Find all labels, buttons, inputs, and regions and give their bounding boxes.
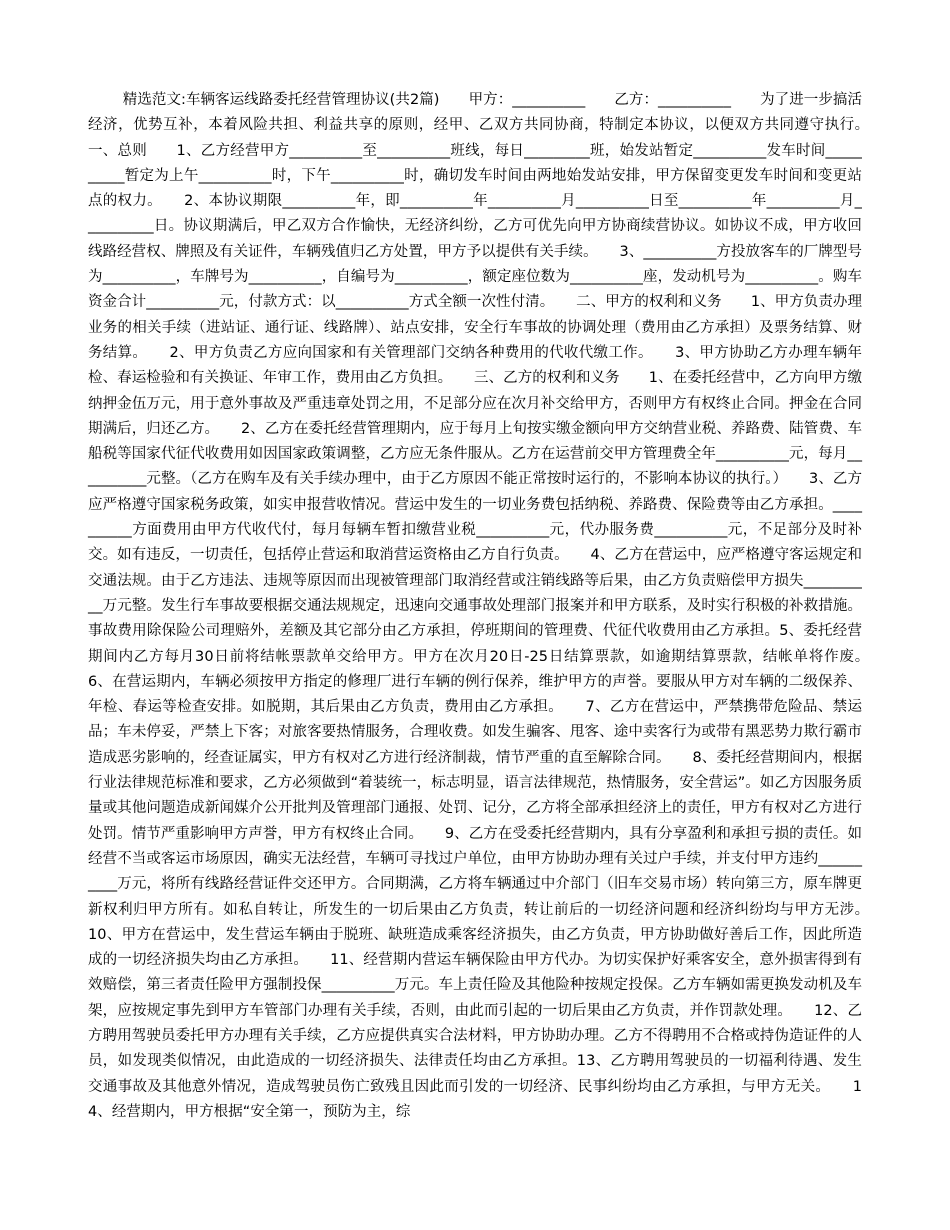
- agreement-body-text: 精选范文:车辆客运线路委托经营管理协议(共2篇) 甲方：__________ 乙方：__________ 为了进一步搞活经济，优势互补，本着风险共担、利益共享的原则，经甲、乙双方共同协商，特制定本协议，以便双方共同遵守执行。 一、总则 1、乙方经营甲方__________至__________班线，每日_________班，始发站暂定__________发车时间__________暂定为上午__________时，下午__________时，确切发车时间由两地始发站安排，甲方保留变更发车时间和变更站点的权力。 2、本协议期限__________年，即__________年__________月__________日至__________年__________月__________日。协议期满后，甲乙双方合作愉快，无经济纠纷，乙方可优先向甲方协商续营协议。如协议不成，甲方收回线路经营权、牌照及有关证件，车辆残值归乙方处置，甲方予以提供有关手续。 3、__________方投放客车的厂牌型号为__________，车牌号为__________，自编号为__________，额定座位数为__________座，发动机号为__________。购车资金合计__________元，付款方式：以__________方式全额一次性付清。 二、甲方的权利和义务 1、甲方负责办理业务的相关手续（进站证、通行证、线路牌）、站点安排，安全行车事故的协调处理（费用由乙方承担）及票务结算、财务结算。 2、甲方负责乙方应向国家和有关管理部门交纳各种费用的代收代缴工作。 3、甲方协助乙方办理车辆年检、春运检验和有关换证、年审工作，费用由乙方负担。 三、乙方的权利和义务 1、在委托经营中，乙方向甲方缴纳押金伍万元，用于意外事故及严重违章处罚之用，不足部分应在次月补交给甲方，否则甲方有权终止合同。押金在合同期满后，归还乙方。 2、乙方在委托经营管理期内，应于每月上旬按实缴金额向甲方交纳营业税、养路费、陆管费、车船税等国家代征代收费用如因国家政策调整，乙方应无条件服从。乙方在运营前交甲方管理费全年__________元，每月__________元整。（乙方在购车及有关手续办理中，由于乙方原因不能正常按时运行的，不影响本协议的执行。） 3、乙方应严格遵守国家税务政策，如实申报营收情况。营运中发生的一切业务费包括纳税、养路费、保险费等由乙方承担。__________方面费用由甲方代收代付，每月每辆车暂扣缴营业税__________元，代办服务费__________元，不足部分及时补交。如有违反，一切责任，包括停止营运和取消营运资格由乙方自行负责。 4、乙方在营运中，应严格遵守客运规定和交通法规。由于乙方违法、违规等原因而出现被管理部门取消经营或注销线路等后果，由乙方负责赔偿甲方损失__________万元整。发生行车事故要根据交通法规规定，迅速向交通事故处理部门报案并和甲方联系，及时实行积极的补救措施。事故费用除保险公司理赔外，差额及其它部分由乙方承担，停班期间的管理费、代征代收费用由乙方承担。5、委托经营期间内乙方每月30日前将结帐票款单交给甲方。甲方在次月20日-25日结算票款，如逾期结算票款，结帐单将作废。 6、在营运期内，车辆必须按甲方指定的修理厂进行车辆的例行保养，维护甲方的声誉。要服从甲方对车辆的二级保养、年检、春运等检查安排。如脱期，其后果由乙方负责，费用由乙方承担。 7、乙方在营运中，严禁携带危险品、禁运品；车未停妥，严禁上下客；对旅客要热情服务，合理收费。如发生骗客、甩客、途中卖客行为或带有黑恶势力欺行霸市造成恶劣影响的，经查证属实，甲方有权对乙方进行经济制裁，情节严重的直至解除合同。 8、委托经营期间内，根据行业法律规范标准和要求，乙方必须做到“着装统一，标志明显，语言法律规范，热情服务，安全营运”。如乙方因服务质量或其他问题造成新闻媒介公开批判及管理部门通报、处罚、记分，乙方将全部承担经济上的责任，甲方有权对乙方进行处罚。情节严重影响甲方声誉，甲方有权终止合同。 9、乙方在受委托经营期内，具有分享盈利和承担亏损的责任。如经营不当或客运市场原因，确实无法经营，车辆可寻找过户单位，由甲方协助办理有关过户手续，并支付甲方违约__________万元，将所有线路经营证件交还甲方。合同期满，乙方将车辆通过中介部门（旧车交易市场）转向第三方，原车牌更新权利归甲方所有。如私自转让，所发生的一切后果由乙方负责，转让前后的一切经济问题和经济纠纷均与甲方无涉。 10、甲方在营运中，发生营运车辆由于脱班、缺班造成乘客经济损失，由乙方负责，甲方协助做好善后工作，因此所造成的一切经济损失均由乙方承担。 11、经营期内营运车辆保险由甲方代办。为切实保护好乘客安全，意外损害得到有效赔偿，第三者责任险甲方强制投保__________万元。车上责任险及其他险种按规定投保。乙方车辆如需更换发动机及车架，应按规定事先到甲方车管部门办理有关手续，否则，由此而引起的一切后果由乙方负责，并作罚款处理。 12、乙方聘用驾驶员委托甲方办理有关手续，乙方应提供真实合法材料，甲方协助办理。乙方不得聘用不合格或持伪造证件的人员，如发现类似情况，由此造成的一切经济损失、法律责任均由乙方承担。13、乙方聘用驾驶员的一切福利待遇、发生交通事故及其他意外情况，造成驾驶员伤亡致残且因此而引发的一切经济、民事纠纷均由乙方承担，与甲方无关。 14、经营期内，甲方根据“安全第一，预防为主，综: [88, 92, 892, 1120]
- document-page: [88, 88, 892, 1148]
